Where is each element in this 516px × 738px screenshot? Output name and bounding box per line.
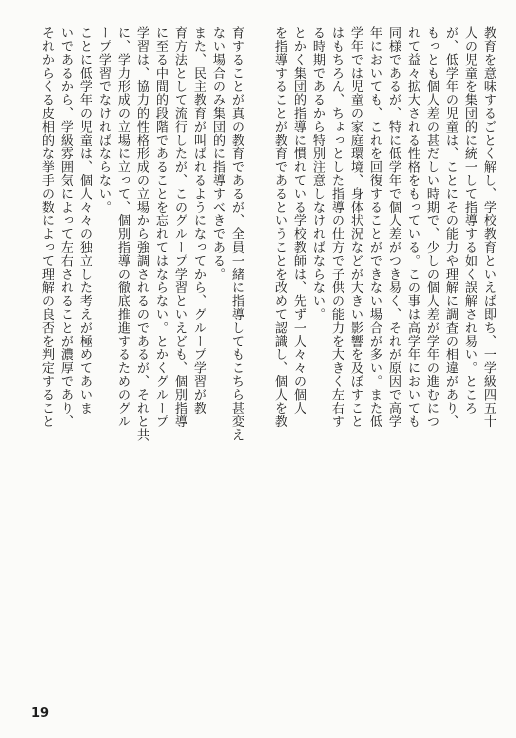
text-column: もっとも個人差の甚だしい時期で、少しの個人差が学年の進むにつ [424,26,439,428]
text-column: に、学力形成の立場に立って、個別指導の徹底推進するためのグル [115,26,130,428]
text-column: 人の児童を集団的に統一して指導する如く誤解され易い。ところ [462,26,477,415]
text-column: れて益々拡大される性格をもっている。この事は高学年においても [405,26,420,428]
text-column: を指導することが教育であるということを改めて認識し、個人を教 [272,26,287,428]
text-column: 同様であるが、特に低学年で個人差がつき易く、それが原因で高学 [386,26,401,428]
text-column: 年においても、これを回復することができない場合が多い。また低 [367,26,382,428]
text-column: 育方法として流行したが、このグループ学習といえども、個別指導 [172,26,187,428]
page-number: 19 [31,706,50,721]
text-column: ことに低学年の児童は、個人々々の独立した考えが極めてあいま [77,26,92,415]
text-column: 学年では児童の家庭環境、身体状況などが大きい影響を及ぼすこと [348,26,363,428]
text-column: とかく集団的指導に慣れている学校教師は、先ず一人々々の個人 [291,26,306,415]
text-column: に至る中間的段階であることを忘れてはならない。とかくグループ [153,26,168,428]
column-gap [263,26,264,676]
text-column: また、民主教育が叫ばれるようになってから、グループ学習が教 [191,26,206,415]
text-column: る時期であるから特別注意しなければならない。 [310,26,325,321]
text-column: 教育を意味するごとく解し、学校教育といえば即ち、一学級四五十 [481,26,496,428]
text-column: 育することが真の教育であるが、全員一緒に指導してもこちら甚変え [229,26,244,442]
text-column: が、低学年の児童は、ことにその能力や理解に調査の相違があり、 [443,26,458,428]
text-column: ープ学習でなければならない。 [96,26,111,214]
text-column: 学習は、協力的性格形成の立場から強調されるのであるが、それと共 [134,26,149,442]
text-column: ない場合のみ集団的に指導すべきである。 [210,26,225,281]
text-column: それからくる皮相的な挙手の数によって理解の良否を判定すること [39,26,54,428]
text-column: いであるから、学級雰囲気によって左右されることが濃厚であり、 [58,26,73,428]
text-column: はもちろん、ちょっとした指導の仕方で子供の能力を大きく左右す [329,26,344,428]
